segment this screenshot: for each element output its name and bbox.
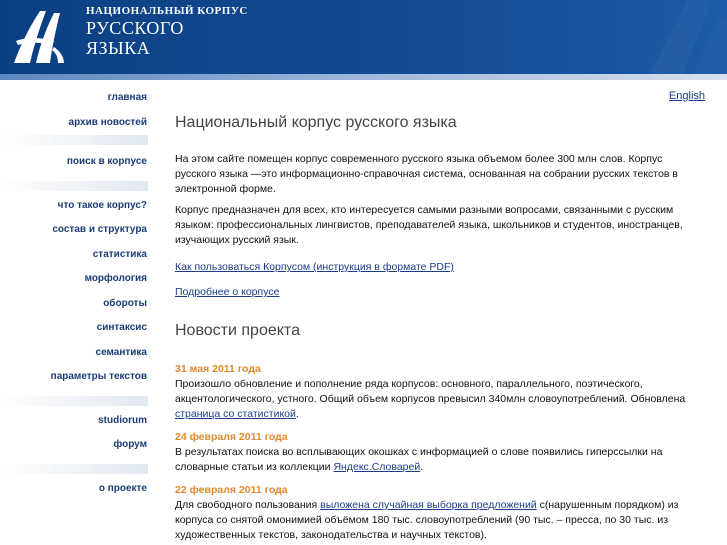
- news-text-part: Для свободного пользования: [175, 499, 321, 511]
- sidebar-nav: [0, 80, 148, 545]
- logo-line-2: РУССКОГО: [86, 18, 184, 38]
- intro-paragraph-2: Корпус предназначен для всех, кто интересуется самыми разными вопросами, связанными с русским языком: профессиональных лингвистов, преподавателей языка, школьников и студентов, иностранцев, изучающих русский язык.: [175, 204, 683, 246]
- nav-morphology[interactable]: морфология: [84, 273, 147, 284]
- nav-news-archive[interactable]: архив новостей: [68, 116, 147, 128]
- news-date: 22 февраля 2011 года: [175, 484, 288, 496]
- logo-icon[interactable]: [10, 7, 68, 67]
- intro-paragraph-1: На этом сайте помещен корпус современного русского языка объемом более 300 млн слов. Корпус русского языка —это информационно-справочная система, основанная на собрании русских текстов в электронной форме.: [175, 153, 678, 195]
- nav-search[interactable]: поиск в корпусе: [66, 156, 147, 167]
- nav-separator: [0, 396, 148, 406]
- page-title: Национальный корпус русского языка: [175, 114, 457, 131]
- nav-phrases[interactable]: обороты: [103, 297, 147, 309]
- intro-section: [175, 152, 700, 254]
- news-text-part: .: [295, 408, 299, 420]
- nav-text-params[interactable]: параметры текстов: [50, 371, 147, 382]
- news-item: [175, 430, 702, 475]
- news-item: [175, 483, 702, 543]
- nav-separator: [0, 135, 148, 145]
- news-text: [175, 377, 702, 422]
- logo-text[interactable]: [86, 5, 248, 58]
- news-text-part: Произошло обновление и пополнение ряда корпусов: основного, параллельного, поэтического, акцентологического, устного. Общий объем корпусов превысил 340млн словоупотреблений. Обновлена: [175, 378, 686, 405]
- nav-structure[interactable]: состав и структура: [52, 224, 147, 235]
- howto-pdf-link[interactable]: Как пользоваться Корпусом (инструкция в формате PDF): [175, 261, 454, 273]
- yandex-dictionaries-link[interactable]: Яндекс.Словарей: [333, 461, 421, 473]
- statistics-page-link[interactable]: страница со статистикой: [175, 408, 296, 420]
- logo-line-3: ЯЗЫКА: [86, 38, 151, 58]
- news-text: [175, 445, 702, 475]
- nav-statistics[interactable]: статистика: [92, 248, 147, 260]
- news-heading: Новости проекта: [175, 322, 300, 339]
- news-item: [175, 362, 702, 422]
- news-list: [175, 362, 702, 545]
- nav-semantics[interactable]: семантика: [95, 346, 147, 358]
- nav-studiorum[interactable]: studiorum: [98, 414, 147, 426]
- news-date: 24 февраля 2011 года: [175, 431, 288, 443]
- about-corpus-link[interactable]: Подробнее о корпусе: [175, 286, 280, 298]
- logo-line-1: НАЦИОНАЛЬНЫЙ КОРПУС: [86, 5, 248, 17]
- nav-separator: [0, 464, 148, 474]
- news-date: 31 мая 2011 года: [175, 363, 261, 375]
- nav-forum[interactable]: форум: [113, 439, 147, 450]
- news-text-part: с(нарушенным порядком) из корпуса со снятой омонимией объёмом 180 тыс. словоупотреблений (90 тыс. – пресса, по 30 тыс. из художественных текстов, законодательства и научных текстов).: [175, 499, 679, 541]
- news-text: [175, 498, 702, 543]
- nav-about[interactable]: о проекте: [98, 482, 147, 494]
- nav-home[interactable]: главная: [107, 92, 147, 103]
- english-link[interactable]: English: [668, 90, 705, 102]
- random-sample-link[interactable]: выложена случайная выборка предложений: [320, 499, 537, 511]
- site-header: [0, 0, 727, 80]
- logo-watermark-icon: [597, 0, 727, 80]
- news-text-part: .: [420, 461, 424, 473]
- nav-what-is-corpus[interactable]: что такое корпус?: [57, 199, 147, 211]
- news-text-part: В результатах поиска во всплывающих окошках с информацией о слове появились гиперссылки на словарные статьи из коллекции: [175, 446, 663, 473]
- nav-separator: [0, 181, 148, 191]
- nav-syntax[interactable]: синтаксис: [96, 322, 147, 333]
